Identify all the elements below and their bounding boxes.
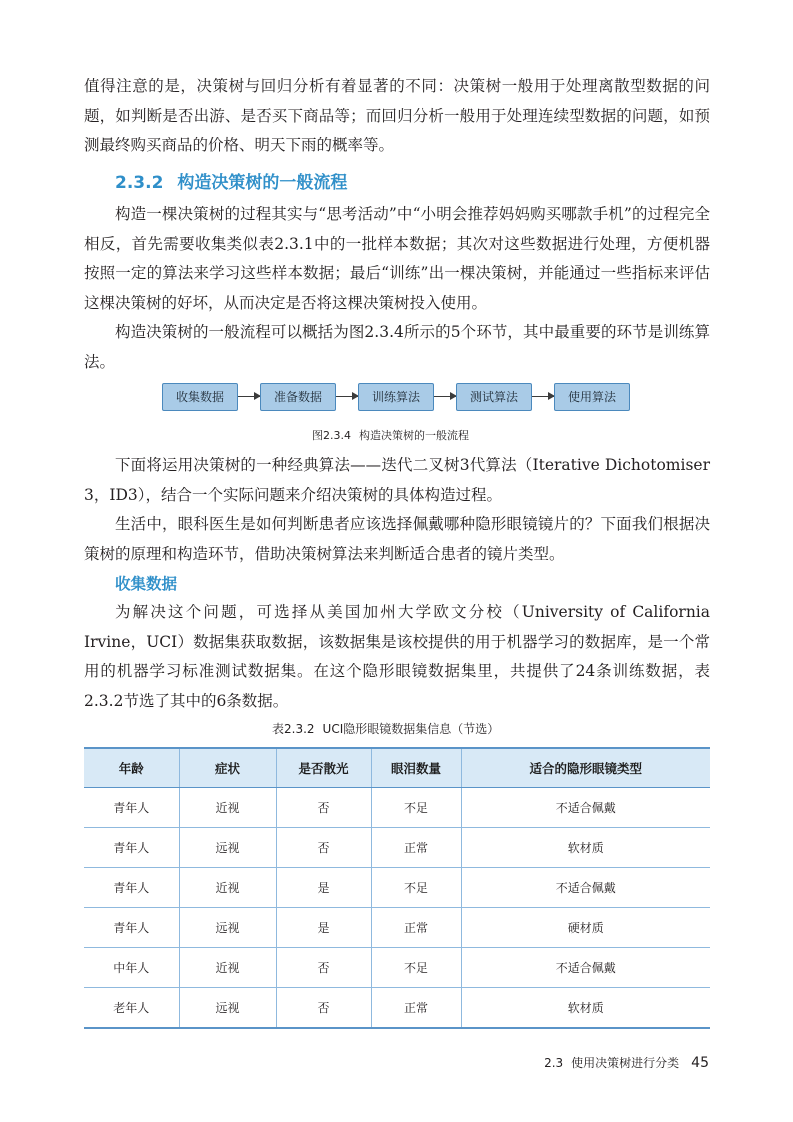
table-cell: 青年人 bbox=[84, 908, 179, 948]
table-header-age: 年龄 bbox=[84, 748, 179, 788]
flowchart bbox=[162, 383, 634, 411]
table-cell: 否 bbox=[276, 828, 371, 868]
flow-step-prepare-data: 准备数据 bbox=[260, 383, 336, 411]
table-caption-number: 表2.3.2 bbox=[272, 722, 315, 736]
flow-arrow bbox=[532, 396, 554, 397]
flow-step-test-algorithm: 测试算法 bbox=[456, 383, 532, 411]
table-row bbox=[84, 828, 710, 868]
table-cell: 软材质 bbox=[461, 988, 710, 1029]
table-row bbox=[84, 988, 710, 1029]
footer-section-title: 使用决策树进行分类 bbox=[571, 1056, 680, 1070]
lens-data-table bbox=[84, 747, 710, 1029]
page-footer bbox=[544, 1054, 709, 1071]
table-cell: 中年人 bbox=[84, 948, 179, 988]
table-cell: 远视 bbox=[179, 828, 276, 868]
figure-caption-number: 图2.3.4 bbox=[312, 429, 351, 442]
table-header-lens-type: 适合的隐形眼镜类型 bbox=[461, 748, 710, 788]
flow-arrow bbox=[434, 396, 456, 397]
flow-arrow bbox=[238, 396, 260, 397]
table-cell: 不适合佩戴 bbox=[461, 788, 710, 828]
table-row bbox=[84, 788, 710, 828]
paragraph-decision-tree-vs-regression: 值得注意的是，决策树与回归分析有着显著的不同：决策树一般用于处理离散型数据的问题，如判断是否出游、是否买下商品等；而回归分析一般用于处理连续型数据的问题，如预测最终购买商品的价格、明天下雨的概率等。 bbox=[84, 77, 710, 154]
flow-step-use-algorithm: 使用算法 bbox=[554, 383, 630, 411]
table-cell: 青年人 bbox=[84, 868, 179, 908]
subheading-collect-data: 收集数据 bbox=[115, 575, 178, 593]
table-header-symptom: 症状 bbox=[179, 748, 276, 788]
table-caption bbox=[272, 720, 499, 737]
table-header-astigmatism: 是否散光 bbox=[276, 748, 371, 788]
table-cell: 不足 bbox=[371, 868, 461, 908]
paragraph-ophthalmologist: 生活中，眼科医生是如何判断患者应该选择佩戴哪种隐形眼镜镜片的？下面我们根据决策树的原理和构造环节，借助决策树算法来判断适合患者的镜片类型。 bbox=[84, 515, 710, 563]
flow-arrow bbox=[336, 396, 358, 397]
table-cell: 正常 bbox=[371, 908, 461, 948]
section-title: 构造决策树的一般流程 bbox=[177, 173, 348, 193]
paragraph-uci-dataset: 为解决这个问题，可选择从美国加州大学欧文分校（University of California Irvine，UCI）数据集获取数据，该数据集是该校提供的用于机器学习的数据库，是一个常用的机器学习标准测试数据集。在这个隐形眼镜数据集里，共提供了24条训练数据，表2.3.2节选了其中的6条数据。 bbox=[84, 603, 710, 710]
table-cell: 否 bbox=[276, 988, 371, 1029]
table-cell: 青年人 bbox=[84, 828, 179, 868]
paragraph-construction-process: 构造一棵决策树的过程其实与“思考活动”中“小明会推荐妈妈购买哪款手机”的过程完全相反，首先需要收集类似表2.3.1中的一批样本数据；其次对这些数据进行处理，方便机器按照一定的算法来学习这些样本数据；最后“训练”出一棵决策树，并能通过一些指标来评估这棵决策树的好坏，从而决定是否将这棵决策树投入使用。 bbox=[84, 205, 710, 312]
figure-caption-title: 构造决策树的一般流程 bbox=[359, 429, 469, 442]
flow-step-collect-data: 收集数据 bbox=[162, 383, 238, 411]
figure-caption bbox=[312, 427, 469, 443]
table-cell: 不足 bbox=[371, 948, 461, 988]
table-cell: 远视 bbox=[179, 988, 276, 1029]
table-cell: 是 bbox=[276, 868, 371, 908]
section-number: 2.3.2 bbox=[115, 173, 164, 193]
table-cell: 近视 bbox=[179, 948, 276, 988]
page-number: 45 bbox=[691, 1055, 709, 1071]
table-cell: 老年人 bbox=[84, 988, 179, 1029]
table-header-row bbox=[84, 748, 710, 788]
table-row bbox=[84, 908, 710, 948]
table-cell: 近视 bbox=[179, 788, 276, 828]
paragraph-general-flow: 构造决策树的一般流程可以概括为图2.3.4所示的5个环节，其中最重要的环节是训练算法。 bbox=[84, 323, 710, 371]
table-row bbox=[84, 868, 710, 908]
table-cell: 正常 bbox=[371, 988, 461, 1029]
table-cell: 正常 bbox=[371, 828, 461, 868]
table-cell: 不足 bbox=[371, 788, 461, 828]
table-cell: 远视 bbox=[179, 908, 276, 948]
footer-section-number: 2.3 bbox=[544, 1056, 564, 1070]
table-cell: 不适合佩戴 bbox=[461, 868, 710, 908]
table-caption-title: UCI隐形眼镜数据集信息（节选） bbox=[322, 722, 500, 736]
table-cell: 青年人 bbox=[84, 788, 179, 828]
flow-step-train-algorithm: 训练算法 bbox=[358, 383, 434, 411]
paragraph-id3-intro: 下面将运用决策树的一种经典算法——迭代二叉树3代算法（Iterative Dichotomiser 3，ID3），结合一个实际问题来介绍决策树的具体构造过程。 bbox=[84, 456, 710, 504]
table-cell: 近视 bbox=[179, 868, 276, 908]
section-heading bbox=[115, 168, 347, 193]
table-cell: 不适合佩戴 bbox=[461, 948, 710, 988]
table-cell: 硬材质 bbox=[461, 908, 710, 948]
table-row bbox=[84, 948, 710, 988]
table-cell: 是 bbox=[276, 908, 371, 948]
table-cell: 否 bbox=[276, 948, 371, 988]
table-cell: 否 bbox=[276, 788, 371, 828]
table-cell: 软材质 bbox=[461, 828, 710, 868]
table-header-tear-rate: 眼泪数量 bbox=[371, 748, 461, 788]
